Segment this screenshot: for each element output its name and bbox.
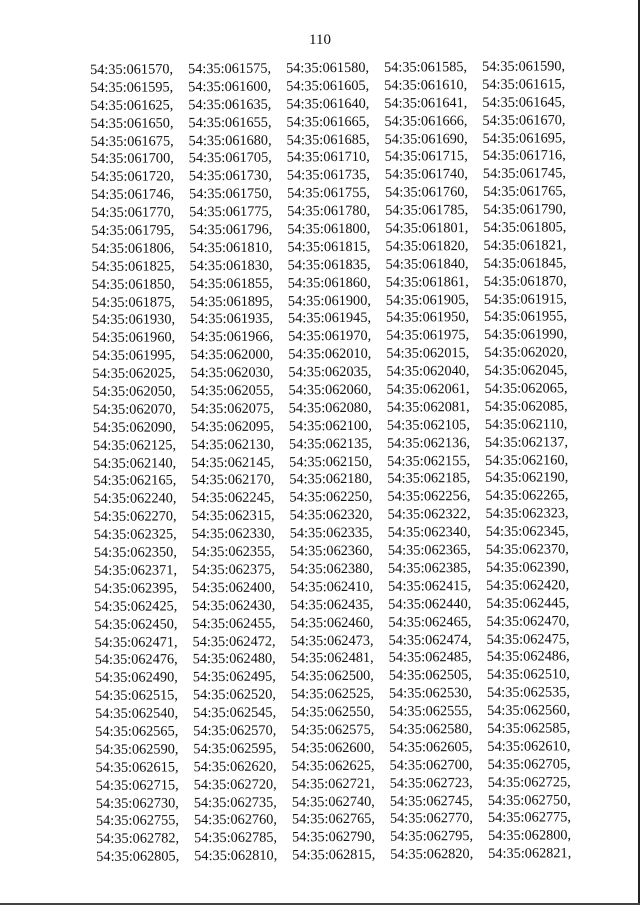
cadastral-number: 54:35:061900,	[287, 292, 371, 310]
cadastral-number: 54:35:062165,	[93, 472, 177, 490]
cadastral-number: 54:35:061975,	[386, 327, 470, 345]
cadastral-number: 54:35:062355,	[191, 543, 275, 561]
cadastral-number: 54:35:062560,	[487, 702, 571, 719]
cadastral-number: 54:35:061615,	[482, 76, 566, 93]
cadastral-number: 54:35:062125,	[92, 437, 177, 454]
cadastral-number: 54:35:061966,	[190, 328, 274, 346]
cadastral-number: 54:35:061750,	[188, 185, 273, 203]
cadastral-number: 54:35:062095,	[190, 418, 274, 436]
cadastral-number: 54:35:061740,	[384, 166, 468, 184]
cadastral-number: 54:35:061690,	[384, 130, 468, 148]
cadastral-number: 54:35:061796,	[189, 221, 273, 239]
cadastral-number: 54:35:062136,	[386, 434, 471, 452]
cadastral-number: 54:35:062090,	[92, 419, 176, 436]
cadastral-number: 54:35:061716,	[482, 147, 566, 165]
cadastral-number: 54:35:062585,	[487, 720, 571, 737]
cadastral-number: 54:35:062730,	[95, 794, 179, 812]
cadastral-number: 54:35:062020,	[484, 344, 568, 362]
cadastral-number: 54:35:062465,	[388, 613, 472, 631]
cadastral-number: 54:35:061825,	[91, 258, 175, 275]
cadastral-number: 54:35:061710,	[286, 149, 370, 166]
cadastral-number: 54:35:062760,	[193, 811, 278, 829]
cadastral-number: 54:35:061800,	[287, 220, 371, 238]
cadastral-number: 54:35:061745,	[482, 165, 566, 183]
cadastral-number: 54:35:062820,	[390, 846, 474, 863]
cadastral-number: 54:35:061801,	[385, 220, 469, 237]
cadastral-number: 54:35:062105,	[386, 416, 470, 434]
cadastral-number: 54:35:062130,	[190, 436, 275, 453]
cadastral-number: 54:35:061795,	[91, 222, 175, 240]
cadastral-number: 54:35:062481,	[290, 650, 374, 667]
cadastral-number-list	[90, 58, 576, 867]
cadastral-number: 54:35:062460,	[290, 614, 374, 632]
cadastral-number: 54:35:062390,	[485, 559, 570, 576]
cadastral-number: 54:35:061861,	[385, 273, 469, 291]
cadastral-number: 54:35:062025,	[92, 365, 176, 383]
cadastral-number: 54:35:062435,	[290, 596, 374, 614]
cadastral-number: 54:35:062000,	[190, 346, 274, 364]
cadastral-number: 54:35:061641,	[384, 94, 468, 112]
cadastral-number: 54:35:062555,	[389, 703, 473, 720]
cadastral-number: 54:35:061665,	[286, 113, 370, 131]
cadastral-number: 54:35:062250,	[289, 489, 373, 506]
cadastral-number: 54:35:062545,	[193, 704, 277, 722]
cadastral-number: 54:35:061995,	[92, 347, 176, 365]
cadastral-number: 54:35:061610,	[384, 76, 468, 94]
cadastral-number: 54:35:062485,	[388, 649, 472, 667]
cadastral-number: 54:35:062471,	[94, 633, 178, 651]
cadastral-number: 54:35:062100,	[288, 417, 372, 435]
cadastral-number: 54:35:062505,	[388, 667, 472, 684]
cadastral-number: 54:35:062395,	[94, 580, 178, 597]
cadastral-number: 54:35:062745,	[389, 792, 473, 810]
cadastral-number: 54:35:061790,	[483, 201, 567, 219]
cadastral-number: 54:35:062605,	[389, 738, 473, 756]
cadastral-number: 54:35:062815,	[292, 846, 376, 864]
cadastral-number: 54:35:062515,	[94, 687, 179, 705]
cadastral-number: 54:35:061930,	[91, 311, 176, 329]
cadastral-number: 54:35:062805,	[96, 848, 180, 866]
cadastral-number: 54:35:061680,	[188, 132, 272, 149]
cadastral-number: 54:35:061700,	[90, 150, 174, 168]
cadastral-number: 54:35:061605,	[286, 77, 370, 95]
cadastral-number: 54:35:062475,	[486, 630, 570, 648]
cadastral-number: 54:35:062322,	[387, 506, 471, 523]
cadastral-number: 54:35:062140,	[93, 454, 177, 472]
cadastral-number: 54:35:062365,	[387, 542, 471, 559]
cadastral-number: 54:35:062470,	[486, 612, 570, 630]
cadastral-number: 54:35:062150,	[289, 453, 373, 471]
cadastral-number: 54:35:062615,	[95, 759, 179, 776]
cadastral-number: 54:35:062770,	[389, 810, 474, 828]
cadastral-number: 54:35:061595,	[90, 79, 174, 96]
cadastral-number: 54:35:062750,	[487, 791, 571, 809]
cadastral-number: 54:35:061860,	[287, 274, 371, 292]
cadastral-number: 54:35:062240,	[93, 490, 177, 508]
cadastral-number: 54:35:061960,	[92, 329, 176, 347]
cadastral-number: 54:35:061850,	[91, 276, 175, 293]
cadastral-number: 54:35:061765,	[482, 183, 567, 201]
cadastral-number: 54:35:062360,	[289, 542, 373, 560]
cadastral-number: 54:35:062610,	[487, 738, 571, 755]
cadastral-number: 54:35:062375,	[191, 561, 276, 579]
cadastral-number: 54:35:062600,	[291, 739, 375, 757]
cadastral-number: 54:35:061806,	[91, 240, 175, 257]
cadastral-number: 54:35:062160,	[485, 451, 569, 469]
cadastral-number: 54:35:062785,	[194, 829, 278, 847]
cadastral-number: 54:35:062245,	[191, 489, 275, 507]
cadastral-number: 54:35:061635,	[188, 96, 272, 114]
cadastral-number: 54:35:062565,	[95, 723, 179, 740]
cadastral-number: 54:35:062775,	[487, 809, 572, 827]
cadastral-number: 54:35:061670,	[482, 111, 566, 129]
cadastral-number: 54:35:062335,	[289, 524, 373, 542]
cadastral-number: 54:35:062590,	[95, 741, 179, 758]
cadastral-number: 54:35:061685,	[286, 131, 370, 149]
cadastral-number: 54:35:062450,	[94, 615, 178, 633]
cadastral-number: 54:35:061840,	[385, 255, 469, 273]
cadastral-number: 54:35:062570,	[193, 722, 277, 740]
cadastral-number: 54:35:062055,	[190, 382, 274, 400]
cadastral-number: 54:35:062723,	[389, 774, 473, 792]
cadastral-number: 54:35:062081,	[386, 398, 470, 416]
cadastral-number: 54:35:061875,	[91, 293, 175, 311]
cadastral-number: 54:35:061705,	[188, 150, 272, 167]
cadastral-number: 54:35:062155,	[387, 452, 471, 470]
cadastral-number: 54:35:061600,	[188, 78, 272, 96]
cadastral-number: 54:35:062180,	[289, 471, 373, 488]
cadastral-number: 54:35:061746,	[90, 186, 175, 204]
cadastral-number: 54:35:061695,	[482, 129, 566, 147]
cadastral-number: 54:35:062715,	[95, 776, 179, 794]
cadastral-number: 54:35:062345,	[485, 523, 569, 541]
cadastral-number: 54:35:062595,	[193, 740, 277, 758]
cadastral-number: 54:35:062370,	[485, 541, 569, 558]
cadastral-number: 54:35:062065,	[484, 380, 568, 397]
cadastral-number: 54:35:062510,	[486, 666, 570, 684]
cadastral-number: 54:35:061585,	[383, 59, 468, 76]
cadastral-number: 54:35:062445,	[486, 594, 570, 612]
cadastral-number: 54:35:062385,	[387, 559, 472, 577]
cadastral-number: 54:35:062110,	[484, 416, 568, 433]
cadastral-number: 54:35:062473,	[290, 632, 374, 649]
cadastral-number: 54:35:061645,	[482, 94, 566, 111]
cadastral-number: 54:35:062035,	[288, 363, 372, 381]
cadastral-number: 54:35:062490,	[94, 669, 178, 687]
cadastral-number: 54:35:062323,	[485, 505, 569, 523]
cadastral-number: 54:35:061575,	[187, 60, 272, 78]
cadastral-number: 54:35:061640,	[286, 95, 370, 113]
cadastral-number: 54:35:062061,	[386, 381, 470, 398]
page-number: 110	[309, 32, 331, 48]
cadastral-number: 54:35:062765,	[291, 811, 376, 828]
cadastral-number: 54:35:062030,	[190, 364, 274, 382]
cadastral-number: 54:35:062810,	[194, 847, 278, 865]
cadastral-number: 54:35:062040,	[386, 363, 470, 380]
cadastral-number: 54:35:062420,	[486, 577, 570, 594]
cadastral-number: 54:35:061666,	[384, 112, 468, 130]
cadastral-number: 54:35:062575,	[291, 721, 375, 739]
cadastral-number: 54:35:062135,	[288, 435, 373, 453]
cadastral-number: 54:35:061650,	[90, 115, 174, 132]
cadastral-number: 54:35:061720,	[90, 168, 174, 186]
cadastral-number: 54:35:062170,	[191, 472, 275, 489]
cadastral-number: 54:35:061590,	[481, 58, 566, 75]
cadastral-number: 54:35:061830,	[189, 257, 273, 275]
cadastral-number: 54:35:062705,	[487, 755, 571, 773]
cadastral-number: 54:35:062480,	[192, 650, 276, 668]
cadastral-number: 54:35:061870,	[483, 272, 567, 290]
cadastral-number: 54:35:062350,	[93, 544, 177, 562]
cadastral-number: 54:35:062550,	[291, 703, 375, 721]
cadastral-number: 54:35:062045,	[484, 362, 568, 380]
cadastral-number: 54:35:062085,	[484, 398, 568, 415]
cadastral-number: 54:35:062530,	[388, 685, 473, 702]
cadastral-number: 54:35:062620,	[193, 758, 277, 775]
cadastral-number: 54:35:062700,	[389, 756, 473, 774]
cadastral-number: 54:35:062380,	[289, 560, 374, 578]
cadastral-number: 54:35:062440,	[388, 595, 472, 613]
cadastral-number: 54:35:061821,	[483, 237, 567, 254]
cadastral-number: 54:35:062540,	[95, 705, 179, 723]
list-row	[96, 845, 576, 867]
cadastral-number: 54:35:061675,	[90, 132, 174, 150]
cadastral-number: 54:35:061810,	[189, 239, 273, 257]
cadastral-number: 54:35:062410,	[290, 578, 374, 596]
cadastral-number: 54:35:062720,	[193, 776, 277, 793]
cadastral-number: 54:35:061845,	[483, 255, 567, 272]
cadastral-number: 54:35:061775,	[189, 203, 273, 221]
cadastral-number: 54:35:061760,	[384, 184, 469, 201]
cadastral-number: 54:35:062740,	[291, 793, 375, 810]
cadastral-number: 54:35:062070,	[92, 401, 176, 418]
cadastral-number: 54:35:061905,	[385, 291, 469, 309]
cadastral-number: 54:35:062430,	[192, 597, 276, 614]
cadastral-number: 54:35:062755,	[95, 812, 180, 830]
cadastral-number: 54:35:062800,	[488, 827, 572, 845]
cadastral-number: 54:35:062371,	[93, 562, 178, 579]
cadastral-number: 54:35:061855,	[189, 275, 273, 292]
cadastral-number: 54:35:061755,	[286, 185, 371, 202]
cadastral-number: 54:35:061735,	[286, 167, 370, 184]
cadastral-number: 54:35:061655,	[188, 114, 272, 131]
cadastral-number: 54:35:061625,	[90, 97, 174, 114]
cadastral-number: 54:35:061935,	[189, 311, 274, 328]
cadastral-number: 54:35:062472,	[192, 633, 276, 650]
cadastral-number: 54:35:062425,	[94, 598, 178, 615]
cadastral-number: 54:35:062735,	[193, 794, 277, 811]
cadastral-number: 54:35:061780,	[287, 202, 371, 220]
cadastral-number: 54:35:062080,	[288, 399, 372, 417]
cadastral-number: 54:35:061945,	[287, 310, 372, 327]
cadastral-number: 54:35:061730,	[188, 167, 272, 185]
cadastral-number: 54:35:062145,	[191, 454, 275, 471]
cadastral-number: 54:35:061785,	[385, 202, 469, 219]
cadastral-number: 54:35:061580,	[285, 59, 370, 77]
cadastral-number: 54:35:062330,	[191, 525, 275, 543]
cadastral-number: 54:35:061805,	[483, 219, 567, 236]
cadastral-number: 54:35:062270,	[93, 508, 177, 526]
cadastral-number: 54:35:062325,	[93, 526, 177, 544]
cadastral-number: 54:35:061955,	[483, 308, 568, 326]
cadastral-number: 54:35:061895,	[189, 293, 273, 310]
cadastral-number: 54:35:062476,	[94, 651, 178, 669]
cadastral-number: 54:35:061815,	[287, 238, 371, 256]
cadastral-number: 54:35:062580,	[389, 720, 473, 738]
cadastral-number: 54:35:061990,	[484, 326, 568, 344]
cadastral-number: 54:35:062625,	[291, 757, 375, 775]
cadastral-number: 54:35:062721,	[291, 775, 375, 793]
cadastral-number: 54:35:062265,	[485, 487, 569, 505]
cadastral-number: 54:35:062495,	[192, 668, 276, 686]
cadastral-number: 54:35:061915,	[483, 290, 567, 308]
cadastral-number: 54:35:061950,	[385, 309, 470, 327]
cadastral-number: 54:35:061970,	[288, 328, 372, 345]
cadastral-number: 54:35:062075,	[190, 400, 274, 418]
cadastral-number: 54:35:062821,	[488, 845, 572, 863]
cadastral-number: 54:35:062320,	[289, 507, 373, 524]
cadastral-number: 54:35:062137,	[484, 433, 569, 451]
cadastral-number: 54:35:062500,	[290, 668, 374, 685]
cadastral-number: 54:35:062340,	[387, 524, 471, 541]
cadastral-number: 54:35:062050,	[92, 383, 176, 401]
cadastral-number: 54:35:061770,	[91, 204, 175, 222]
cadastral-number: 54:35:061570,	[90, 61, 174, 78]
cadastral-number: 54:35:062474,	[388, 631, 472, 649]
cadastral-number: 54:35:062185,	[387, 470, 471, 488]
cadastral-number: 54:35:061835,	[287, 256, 371, 274]
cadastral-number: 54:35:062790,	[292, 829, 376, 846]
cadastral-number: 54:35:062525,	[290, 685, 375, 703]
cadastral-number: 54:35:062060,	[288, 381, 372, 399]
cadastral-number: 54:35:061715,	[384, 148, 468, 166]
cadastral-number: 54:35:062520,	[192, 686, 277, 704]
cadastral-number: 54:35:062015,	[386, 345, 470, 362]
cadastral-number: 54:35:062256,	[387, 488, 471, 506]
cadastral-number: 54:35:062486,	[486, 648, 570, 666]
cadastral-number: 54:35:062535,	[486, 684, 571, 702]
cadastral-number: 54:35:062725,	[487, 773, 571, 791]
cadastral-number: 54:35:062315,	[191, 507, 275, 525]
cadastral-number: 54:35:061820,	[385, 237, 469, 255]
cadastral-number: 54:35:062415,	[388, 577, 472, 595]
cadastral-number: 54:35:062455,	[192, 615, 276, 632]
cadastral-number: 54:35:062795,	[390, 828, 474, 845]
cadastral-number: 54:35:062010,	[288, 346, 372, 363]
cadastral-number: 54:35:062782,	[96, 830, 180, 848]
cadastral-number: 54:35:062190,	[485, 469, 569, 487]
cadastral-number: 54:35:062400,	[192, 579, 276, 597]
